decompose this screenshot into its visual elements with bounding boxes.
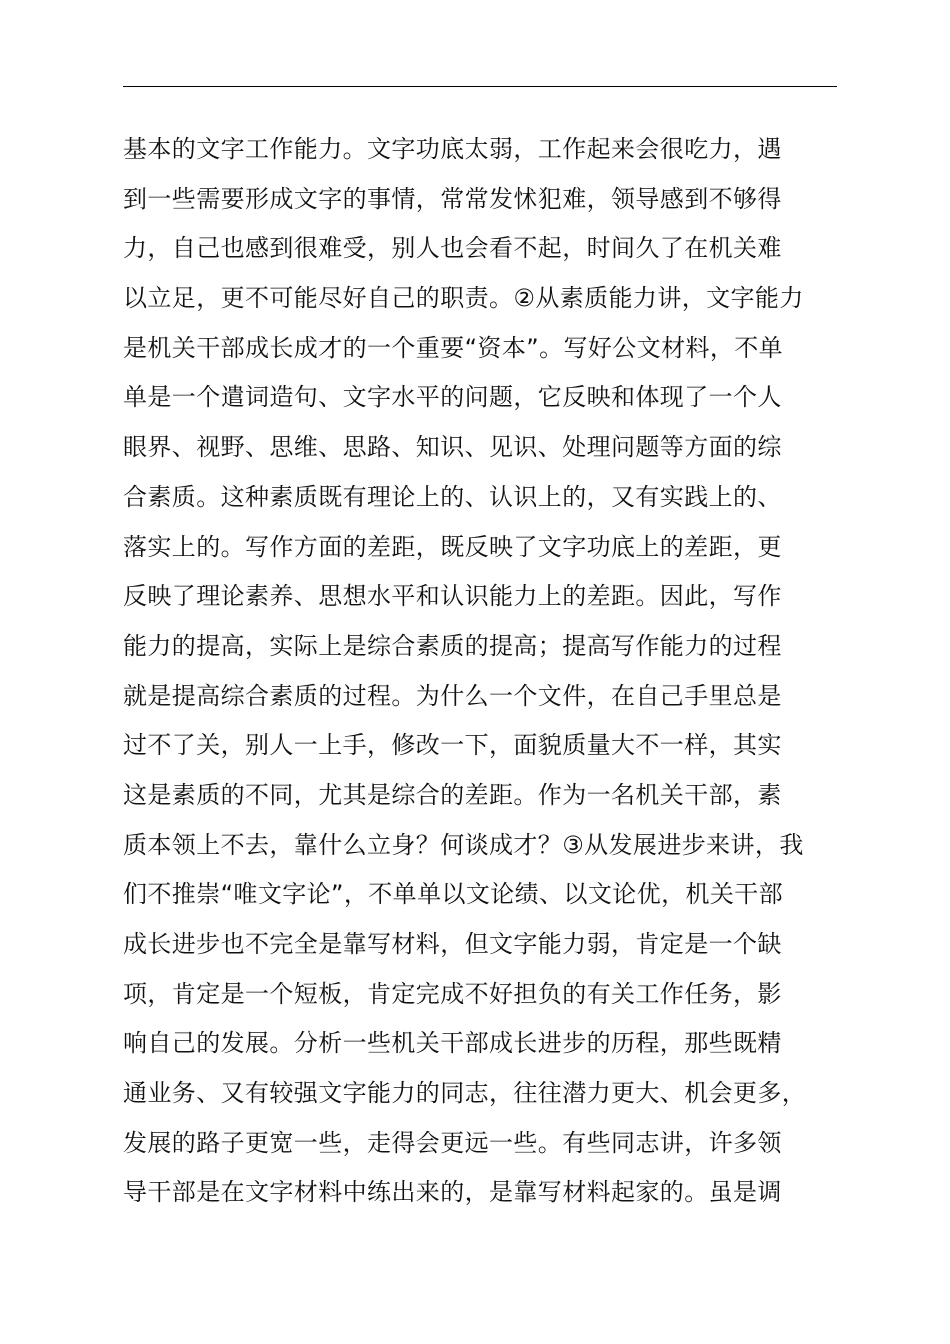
text-line: 能力的提高，实际上是综合素质的提高；提高写作能力的过程 <box>123 631 782 660</box>
text-line: 落实上的。写作方面的差距，既反映了文字功底上的差距，更 <box>123 532 782 561</box>
text-line: 成长进步也不完全是靠写材料，但文字能力弱，肯定是一个缺 <box>123 930 782 958</box>
text-line: 发展的路子更宽一些，走得会更远一些。有些同志讲，许多领 <box>123 1128 782 1157</box>
text-line: 反映了理论素养、思想水平和认识能力上的差距。因此，写作 <box>123 582 782 611</box>
text-line: 以立足，更不可能尽好自己的职责。②从素质能力讲，文字能力 <box>123 284 804 313</box>
text-line: 力，自己也感到很难受，别人也会看不起，时间久了在机关难 <box>123 234 782 263</box>
text-line: 合素质。这种素质既有理论上的、认识上的，又有实践上的、 <box>123 482 782 511</box>
text-line: 眼界、视野、思维、思路、知识、见识、处理问题等方面的综 <box>123 433 782 462</box>
text-line: 质本领上不去，靠什么立身？何谈成才？③从发展进步来讲，我 <box>123 830 804 859</box>
text-line: 们不推崇“唯文字论”，不单单以文论绩、以文论优，机关干部 <box>123 880 784 909</box>
text-line: 就是提高综合素质的过程。为什么一个文件，在自己手里总是 <box>123 681 782 710</box>
text-line: 基本的文字工作能力。文字功底太弱，工作起来会很吃力，遇 <box>123 135 782 163</box>
text-line: 导干部是在文字材料中练出来的，是靠写材料起家的。虽是调 <box>123 1178 782 1207</box>
text-line: 响自己的发展。分析一些机关干部成长进步的历程，那些既精 <box>123 1029 782 1058</box>
text-line: 这是素质的不同，尤其是综合的差距。作为一名机关干部，素 <box>123 780 782 809</box>
header-rule <box>123 86 837 87</box>
text-line: 项，肯定是一个短板，肯定完成不好担负的有关工作任务，影 <box>123 979 782 1008</box>
text-line: 单是一个遣词造句、文字水平的问题，它反映和体现了一个人 <box>123 383 782 412</box>
text-line: 过不了关，别人一上手，修改一下，面貌质量大不一样，其实 <box>123 731 782 760</box>
text-line: 是机关干部成长成才的一个重要“资本”。写好公文材料，不单 <box>123 333 784 362</box>
text-line: 通业务、又有较强文字能力的同志，往往潜力更大、机会更多， <box>123 1079 807 1108</box>
text-line: 到一些需要形成文字的事情，常常发怵犯难，领导感到不够得 <box>123 184 782 213</box>
body-text <box>123 125 883 1218</box>
